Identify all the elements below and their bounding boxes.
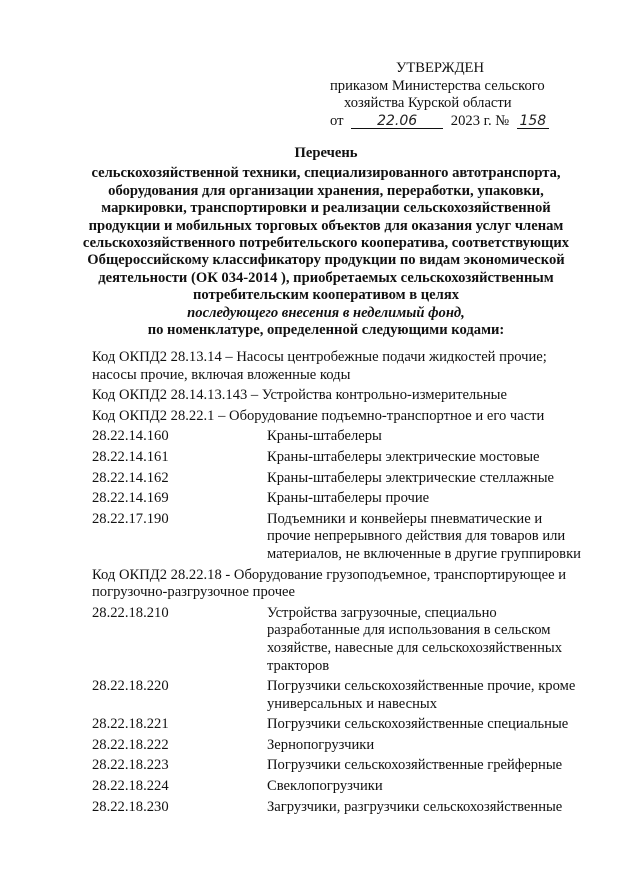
code-value: 28.22.14.160 [92, 428, 169, 445]
code-value: 28.22.18.223 [92, 757, 169, 774]
code-description: Краны-штабелеры прочие [267, 490, 430, 507]
code-row [92, 737, 584, 755]
group-heading: Код ОКПД2 28.13.14 – Насосы центробежные подачи жидкостей прочие; насосы прочие, включая вложенные коды [92, 349, 547, 383]
approval-heading: УТВЕРЖДЕН [396, 60, 484, 76]
code-value: 28.22.14.162 [92, 469, 169, 486]
code-value: 28.22.18.221 [92, 716, 169, 733]
code-value: 28.22.18.222 [92, 736, 169, 753]
group-heading: Код ОКПД2 28.22.1 – Оборудование подъемно-транспортное и его части [92, 407, 545, 424]
code-description: Погрузчики сельскохозяйственные грейферные [267, 757, 563, 774]
approval-date-line [330, 113, 590, 131]
code-row [92, 716, 584, 734]
approval-ministry-line: хозяйства Курской области [344, 95, 512, 111]
group-heading: Код ОКПД2 28.22.18 - Оборудование грузоподъемное, транспортирующее и погрузочно-разгрузочное прочее [92, 566, 567, 601]
handwritten-date: 22.06 [351, 114, 443, 129]
code-row [92, 757, 584, 775]
code-value: 28.22.14.161 [92, 448, 169, 465]
code-row [92, 511, 584, 564]
code-row [92, 678, 584, 713]
code-description: Свеклопогрузчики [267, 778, 383, 795]
codes-list [92, 349, 584, 819]
code-description: Погрузчики сельскохозяйственные специальные [267, 716, 569, 733]
code-row [92, 799, 584, 817]
title-body: сельскохозяйственной техники, специализированного автотранспорта, оборудования для организации хранения, переработки, упаковки, маркировки, транспортировки и реализации сельскохозяйственной продукции и мобильных торговых объектов для оказания услуг членам сельскохозяйственного потребительского кооператива, соответствующих Общероссийскому классификатору продукции по видам экономической деятельности (ОК 034-2014 ), приобретаемых сельскохозяйственным потребительским кооперативом в целях [82, 165, 570, 304]
title-ending: по номенклатуре, определенной следующими кодами: [147, 322, 505, 339]
document-title [76, 145, 576, 339]
code-row [92, 428, 584, 446]
date-prefix: от [330, 112, 344, 129]
code-row [92, 449, 584, 467]
code-description: Подъемники и конвейеры пневматические и прочие непрерывного действия для товаров или материалов, не включенные в другие группировки [267, 510, 581, 562]
handwritten-number: 158 [517, 114, 549, 129]
approval-block [330, 60, 590, 130]
year-text: 2023 г. № [450, 112, 510, 129]
code-value: 28.22.14.169 [92, 490, 169, 507]
code-value: 28.22.17.190 [92, 510, 169, 527]
code-description: Краны-штабелеры электрические стеллажные [267, 469, 555, 486]
code-description: Погрузчики сельскохозяйственные прочие, кроме универсальных и навесных [267, 678, 576, 712]
title-italic-part: последующего внесения в неделимый фонд, [187, 304, 465, 321]
code-description: Загрузчики, разгрузчики сельскохозяйственные [267, 798, 563, 815]
code-description: Краны-штабелеры электрические мостовые [267, 448, 540, 465]
approval-order-line: приказом Министерства сельского [330, 77, 545, 94]
code-row [92, 490, 584, 508]
code-value: 28.22.18.210 [92, 604, 169, 621]
code-value: 28.22.18.224 [92, 778, 169, 795]
code-description: Устройства загрузочные, специально разработанные для использования в сельском хозяйстве, навесные для сельскохозяйственных тракторов [267, 604, 562, 674]
code-description: Зернопогрузчики [267, 736, 375, 753]
code-row [92, 470, 584, 488]
title-heading: Перечень [294, 145, 358, 161]
code-row [92, 778, 584, 796]
code-description: Краны-штабелеры [267, 428, 382, 445]
code-row [92, 605, 584, 675]
group-heading: Код ОКПД2 28.14.13.143 – Устройства контрольно-измерительные [92, 387, 507, 404]
code-value: 28.22.18.230 [92, 798, 169, 815]
code-value: 28.22.18.220 [92, 678, 169, 695]
